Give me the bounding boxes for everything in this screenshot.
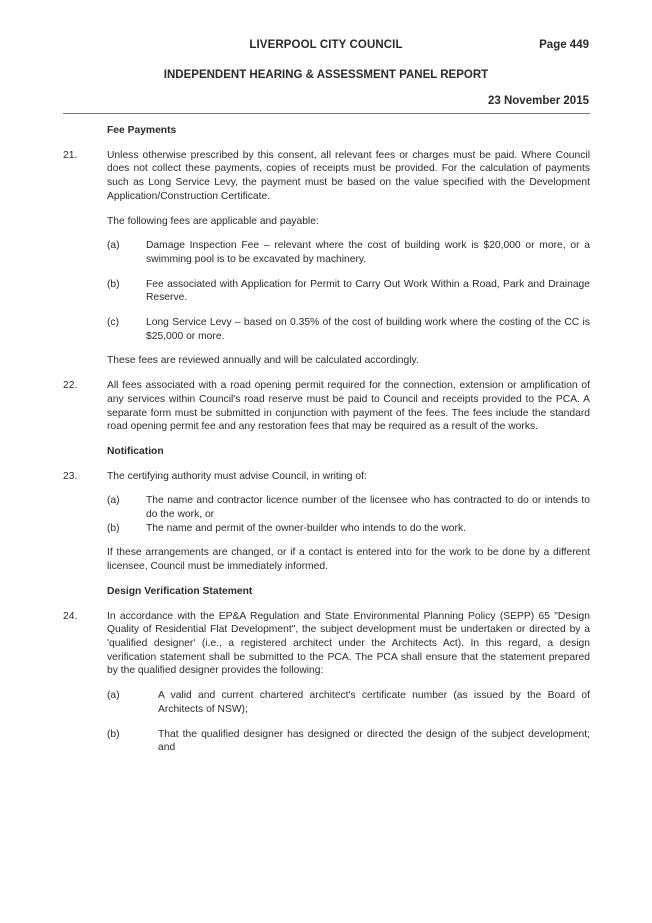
item-text: A valid and current chartered architect's certificate number (as issued by the Board of Architects of NSW);	[158, 690, 590, 715]
report-title: INDEPENDENT HEARING & ASSESSMENT PANEL REPORT	[163, 69, 489, 81]
report-date: 23 November 2015	[487, 95, 589, 107]
condition-text: The certifying authority must advise Council, in writing of:	[107, 470, 367, 482]
condition-21	[63, 149, 590, 204]
document-body	[63, 124, 590, 766]
section-heading-notification: Notification	[107, 445, 164, 457]
condition-text: All fees associated with a road opening permit required for the connection, extension or amplification of any services within Council's road reserve must be paid to Council and receipts provided to the PCA. A separate form must be submitted in conjunction with payment of the fees. The fees include the standard road opening permit fee and any restoration fees that may be required as a result of the works.	[107, 380, 590, 433]
item-text: Long Service Levy – based on 0.35% of the cost of building work where the costing of the CC is $25,000 or more.	[146, 317, 590, 342]
item-text: That the qualified designer has designed or directed the design of the subject development; and	[158, 728, 590, 754]
design-item-b	[107, 728, 590, 755]
item-label: (a)	[107, 240, 120, 252]
condition-number: 22.	[63, 380, 78, 392]
condition-23	[63, 470, 590, 484]
notification-item-b	[107, 522, 590, 536]
page-number: Page 449	[539, 39, 589, 51]
item-label: (c)	[107, 317, 120, 329]
item-text: The name and permit of the owner-builder who intends to do the work.	[146, 522, 466, 534]
item-text: Fee associated with Application for Permit to Carry Out Work Within a Road, Park and Drainage Reserve.	[146, 278, 590, 304]
design-item-a	[107, 689, 590, 716]
item-text: The name and contractor licence number of the licensee who has contracted to do or intends to do the work, or	[146, 495, 590, 521]
fee-item-c	[107, 316, 590, 343]
fee-item-a	[107, 239, 590, 266]
fee-item-b	[107, 278, 590, 305]
item-label: (a)	[107, 495, 120, 507]
condition-number: 21.	[63, 149, 78, 161]
notification-note: If these arrangements are changed, or if a contact is entered into for the work to be done by a different licensee, Council must be immediately informed.	[107, 547, 590, 573]
header-divider	[63, 113, 590, 114]
condition-22	[63, 379, 590, 434]
section-heading-fee-payments: Fee Payments	[107, 125, 177, 136]
condition-number: 23.	[63, 470, 78, 482]
notification-item-a	[107, 494, 590, 521]
item-label: (b)	[107, 522, 120, 534]
condition-text: Unless otherwise prescribed by this consent, all relevant fees or charges must be paid. Where Council does not collect these payments, copies of receipts must be provided. For the calculation of payments such as Long Service Levy, the payment must be based on the value specified with the Development Application/Construction Certificate.	[107, 149, 590, 202]
condition-text: In accordance with the EP&A Regulation and State Environmental Planning Policy (SEPP) 65 "Design Quality of Residential Flat Development", the subject development must be undertaken or directed by a 'qualified designer' (i.e., a registered architect under the Architects Act). In this regard, a design verification statement shall be submitted to the PCA. The PCA shall ensure that the statement prepared by the qualified designer provides the following:	[107, 610, 590, 677]
item-text: Damage Inspection Fee – relevant where the cost of building work is $20,000 or more, or a swimming pool is to be excavated by machinery.	[146, 240, 590, 265]
item-label: (b)	[107, 278, 120, 290]
item-label: (a)	[107, 690, 120, 702]
item-label: (b)	[107, 728, 120, 740]
condition-number: 24.	[63, 610, 78, 622]
fees-note: These fees are reviewed annually and will be calculated accordingly.	[107, 355, 419, 367]
section-heading-design-verification: Design Verification Statement	[107, 585, 253, 597]
condition-24	[63, 610, 590, 679]
fees-intro: The following fees are applicable and payable:	[107, 215, 319, 227]
council-name: LIVERPOOL CITY COUNCIL	[249, 39, 403, 51]
